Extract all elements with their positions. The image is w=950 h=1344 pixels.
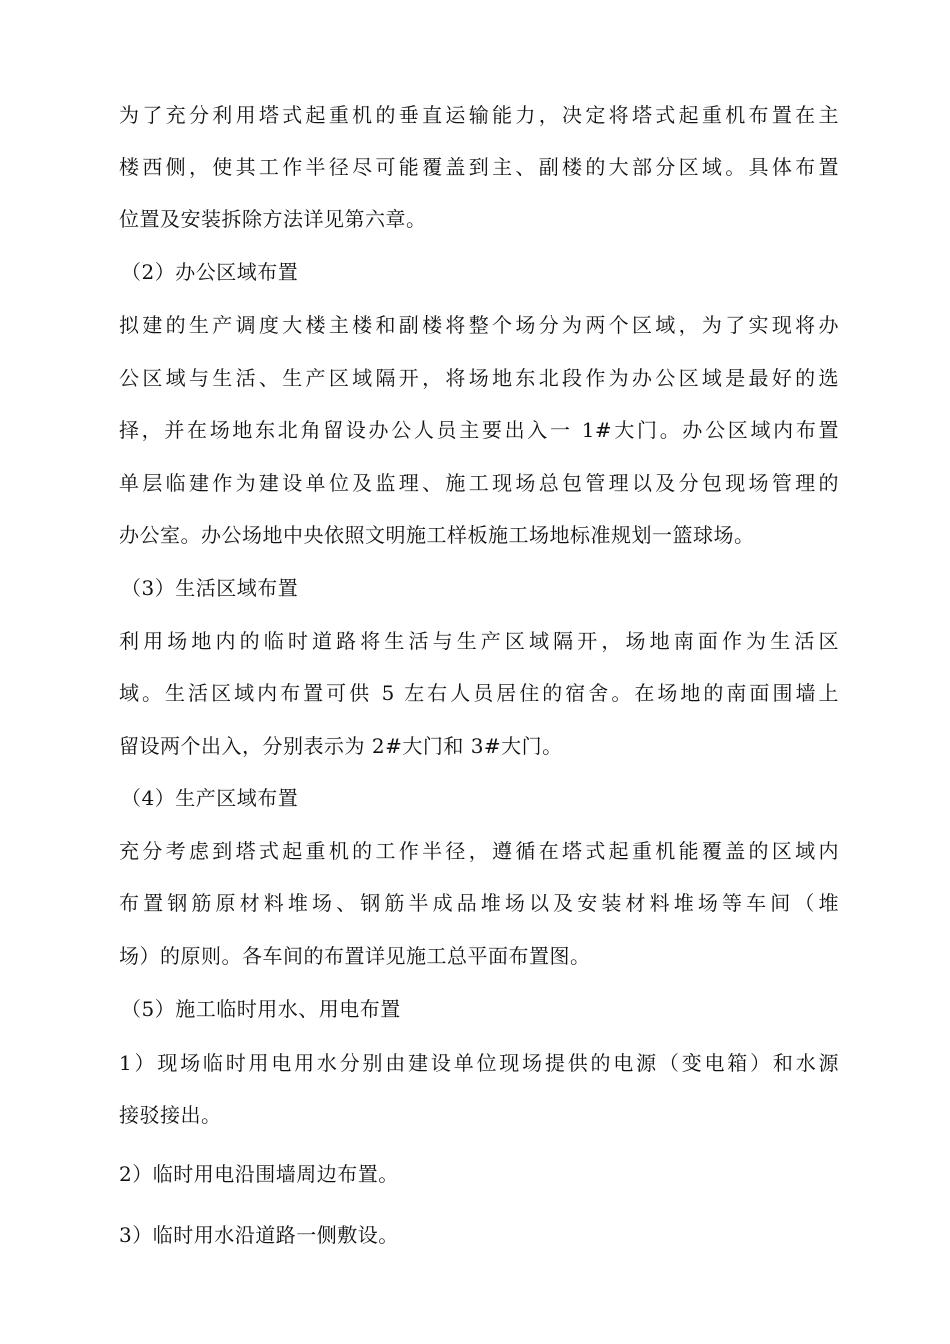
section-heading-living: （3）生活区域布置 xyxy=(121,576,299,600)
paragraph-line: 利用场地内的临时道路将生活与生产区域隔开，场地南面作为生活区 xyxy=(119,629,839,653)
section-heading-office: （2）办公区域布置 xyxy=(121,260,299,284)
paragraph-line: 充分考虑到塔式起重机的工作半径，遵循在塔式起重机能覆盖的区域内 xyxy=(119,839,839,863)
list-item-line: 接驳接出。 xyxy=(119,1103,222,1127)
paragraph-line: 为了充分利用塔式起重机的垂直运输能力，决定将塔式起重机布置在主 xyxy=(119,103,839,127)
section-heading-production: （4）生产区域布置 xyxy=(121,786,299,810)
list-item-line: 2）临时用电沿围墙周边布置。 xyxy=(119,1162,399,1186)
paragraph-line: 择，并在场地东北角留设办公人员主要出入一 1#大门。办公区域内布置 xyxy=(119,418,839,442)
paragraph-line: 单层临建作为建设单位及监理、施工现场总包管理以及分包现场管理的 xyxy=(119,471,839,495)
paragraph-line: 留设两个出入，分别表示为 2#大门和 3#大门。 xyxy=(119,734,563,758)
paragraph-line: 办公室。办公场地中央依照文明施工样板施工场地标准规划一篮球场。 xyxy=(119,523,755,547)
paragraph-line: 拟建的生产调度大楼主楼和副楼将整个场分为两个区域，为了实现将办 xyxy=(119,313,839,337)
list-item-line: 3）临时用水沿道路一侧敷设。 xyxy=(119,1223,399,1247)
paragraph-line: 布置钢筋原材料堆场、钢筋半成品堆场以及安装材料堆场等车间（堆 xyxy=(119,891,839,915)
paragraph-line: 楼西侧，使其工作半径尽可能覆盖到主、副楼的大部分区域。具体布置 xyxy=(119,155,839,179)
paragraph-line: 场）的原则。各车间的布置详见施工总平面布置图。 xyxy=(119,944,591,968)
paragraph-line: 位置及安装拆除方法详见第六章。 xyxy=(119,207,427,231)
paragraph-line: 公区域与生活、生产区域隔开，将场地东北段作为办公区域是最好的选 xyxy=(119,366,839,390)
paragraph-line: 域。生活区域内布置可供 5 左右人员居住的宿舍。在场地的南面围墙上 xyxy=(119,681,839,705)
list-item-line: 1）现场临时用电用水分别由建设单位现场提供的电源（变电箱）和水源 xyxy=(119,1051,839,1075)
section-heading-utilities: （5）施工临时用水、用电布置 xyxy=(121,997,401,1021)
